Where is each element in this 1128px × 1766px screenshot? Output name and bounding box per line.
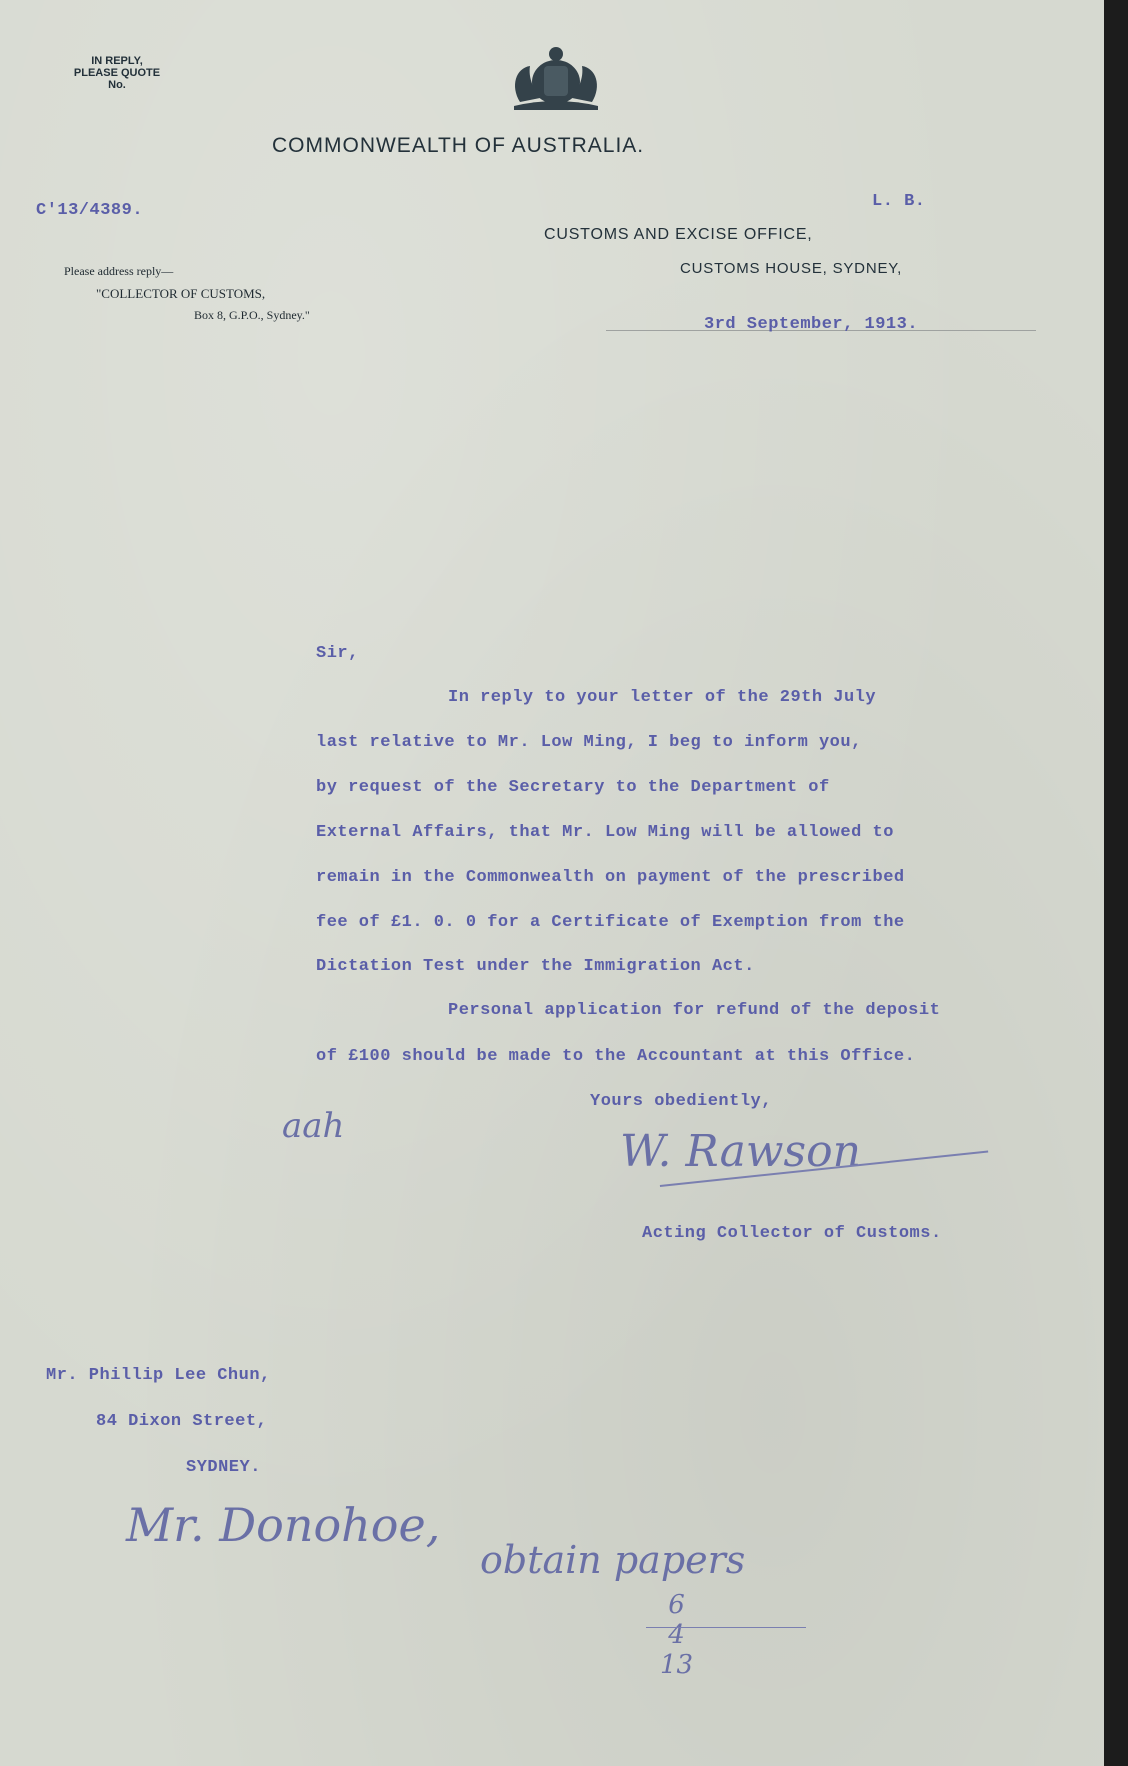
reply-note-line: IN REPLY, xyxy=(91,55,143,67)
body-line: Personal application for refund of the deposit xyxy=(448,1001,941,1020)
body-line: last relative to Mr. Low Ming, I beg to inform you, xyxy=(316,733,862,752)
reply-quote-note xyxy=(52,55,182,91)
address-label: Please address reply— xyxy=(64,264,174,278)
closing: Yours obediently, xyxy=(590,1092,772,1111)
date-day: 6 xyxy=(668,1590,685,1620)
body-line: fee of £1. 0. 0 for a Certificate of Exemption from the xyxy=(316,913,905,932)
office-address: CUSTOMS HOUSE, SYDNEY, xyxy=(680,260,903,277)
date-year: 13 xyxy=(660,1650,694,1680)
office-name: CUSTOMS AND EXCISE OFFICE, xyxy=(544,226,813,243)
salutation: Sir, xyxy=(316,644,359,663)
addressee-line: Mr. Phillip Lee Chun, xyxy=(46,1366,271,1385)
fraction-bar xyxy=(646,1627,806,1628)
initials-mark: aah xyxy=(282,1106,345,1146)
address-line: Box 8, G.P.O., Sydney." xyxy=(194,308,310,322)
scan-edge xyxy=(1104,0,1128,1766)
body-line: of £100 should be made to the Accountant at this Office. xyxy=(316,1047,916,1066)
signature: W. Rawson xyxy=(620,1126,861,1177)
lb-mark: L. B. xyxy=(872,192,926,211)
body-line: Dictation Test under the Immigration Act. xyxy=(316,957,755,976)
handwritten-note: Mr. Donohoe, xyxy=(126,1498,441,1552)
reference-number: C'13/4389. xyxy=(36,201,144,220)
addressee-line: 84 Dixon Street, xyxy=(96,1412,268,1431)
addressee-line: SYDNEY. xyxy=(186,1458,261,1477)
handwritten-date xyxy=(660,1590,693,1680)
handwritten-note: obtain papers xyxy=(480,1538,746,1582)
letter-date: 3rd September, 1913. xyxy=(704,315,919,334)
letterhead-title: COMMONWEALTH OF AUSTRALIA. xyxy=(272,134,645,157)
date-month: 4 xyxy=(668,1620,685,1650)
body-line: by request of the Secretary to the Department of xyxy=(316,778,830,797)
body-line: In reply to your letter of the 29th July xyxy=(448,688,877,707)
reply-note-line: PLEASE QUOTE xyxy=(73,67,161,79)
address-line: "COLLECTOR OF CUSTOMS, xyxy=(96,286,266,301)
body-line: remain in the Commonwealth on payment of the prescribed xyxy=(316,868,905,887)
reply-note-line: No. xyxy=(108,79,126,91)
coat-of-arms-icon xyxy=(500,46,612,110)
signer-title: Acting Collector of Customs. xyxy=(642,1224,942,1243)
body-line: External Affairs, that Mr. Low Ming will be allowed to xyxy=(316,823,894,842)
